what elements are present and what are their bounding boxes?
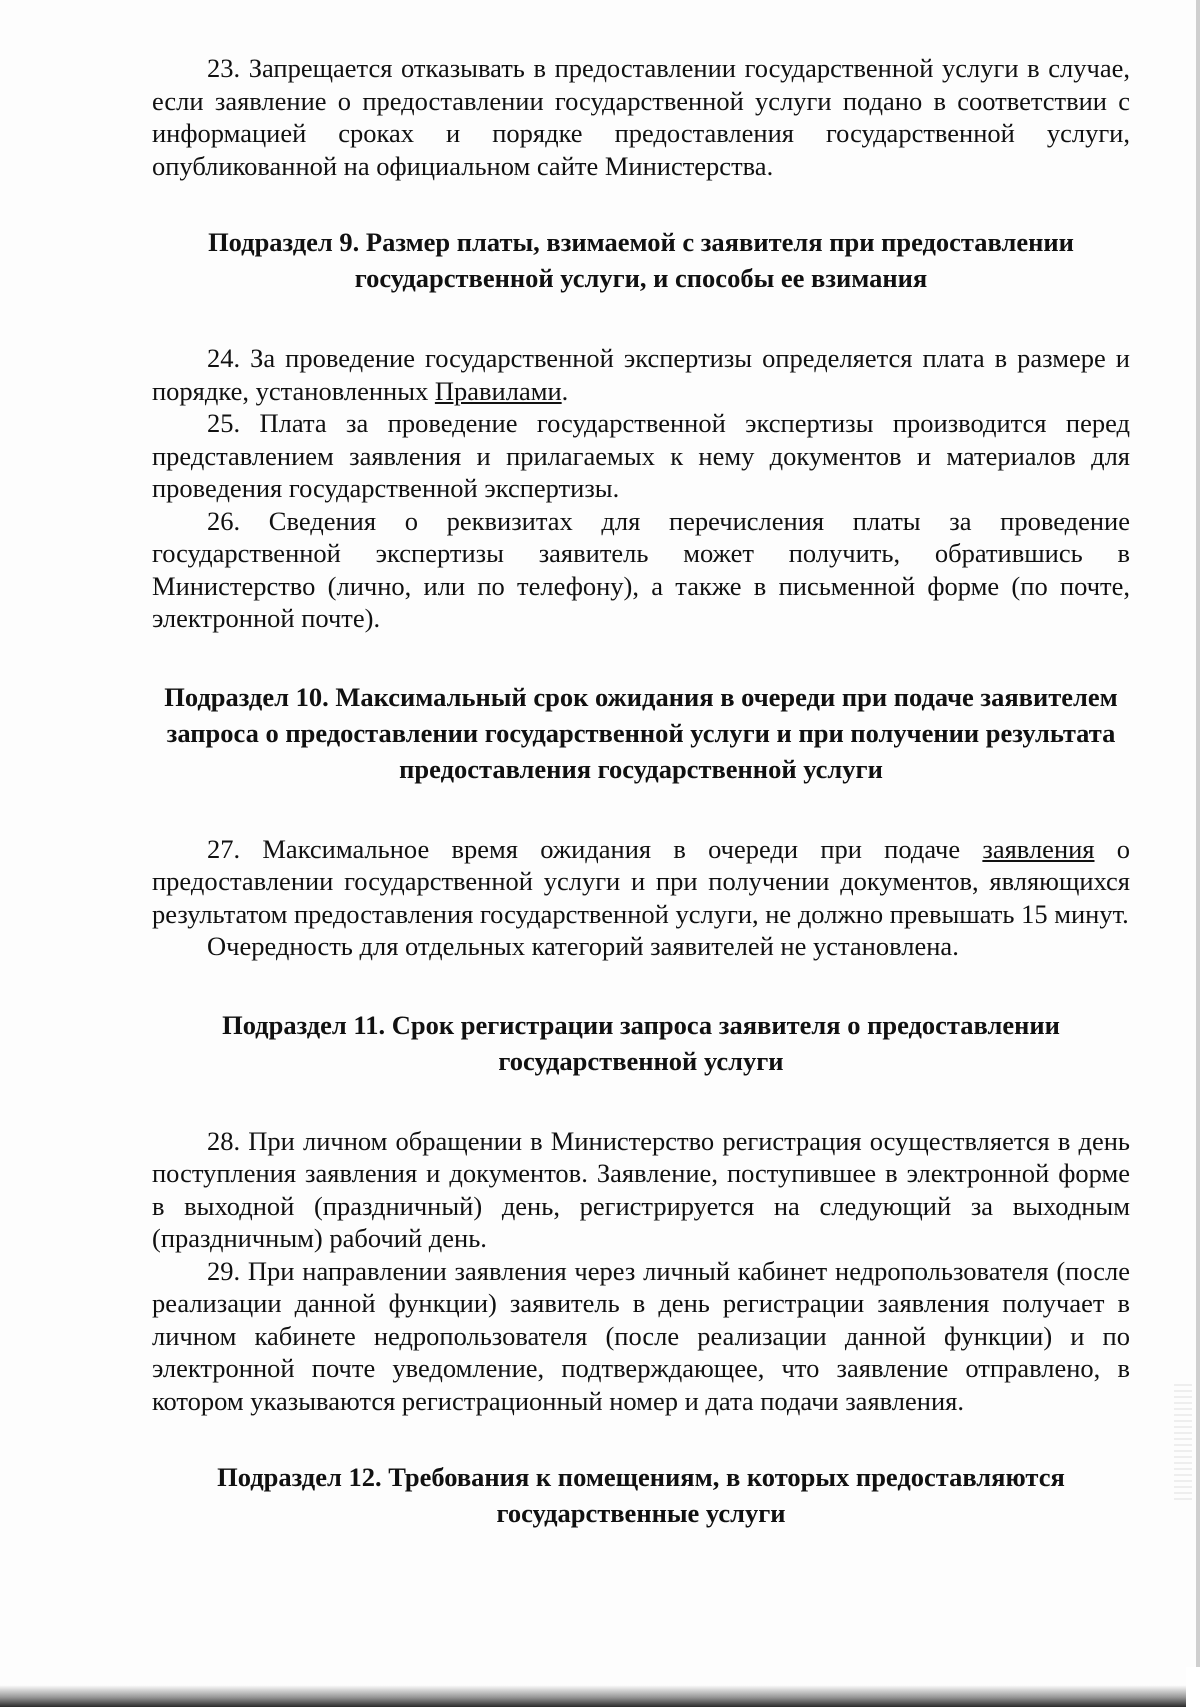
paragraph-26: 26. Сведения о реквизитах для перечисления платы за проведение государственной экспертизы заявитель может получить, обратившись в Министерство (лично, или по телефону), а также в письменной форме (по почте, электронной почте). [152, 505, 1130, 633]
application-link[interactable]: заявления [982, 833, 1095, 864]
scan-corner [1186, 1667, 1200, 1707]
heading-subsection-12: Подраздел 12. Требования к помещениям, в которых предоставляются государственные услуги [217, 1462, 1065, 1528]
paragraph-24 [152, 342, 1130, 407]
paragraph-24-end: . [561, 375, 569, 406]
paragraph-23: 23. Запрещается отказывать в предоставлении государственной услуги в случае, если заявление о предоставлении государственной услуги подано в соответствии с информацией сроках и порядке предоставления государственной услуги, опубликованной на официальном сайте Министерства. [152, 53, 1130, 181]
document-body [152, 52, 1130, 1531]
paragraph-28: 28. При личном обращении в Министерство регистрация осуществляется в день поступления заявления и документов. Заявление, поступившее в электронной форме в выходной (праздничный) день, регистрируется на следующий за выходным (праздничным) рабочий день. [152, 1125, 1130, 1253]
paragraph-24-text: 24. За проведение государственной экспертизы определяется плата в размере и порядке, установленных [152, 343, 1130, 406]
scan-noise [1174, 1380, 1192, 1500]
heading-subsection-9: Подраздел 9. Размер платы, взимаемой с заявителя при предоставлении государственной услуги, и способы ее взимания [208, 227, 1074, 293]
scan-right-edge [1196, 0, 1200, 1707]
paragraph-queue: Очередность для отдельных категорий заявителей не установлена. [207, 931, 959, 961]
paragraph-27-rest: о предоставлении государственной услуги и при получении документов, являющихся результатом предоставления государственной услуги, не должно превышать 15 минут. [152, 833, 1130, 929]
heading-subsection-11: Подраздел 11. Срок регистрации запроса заявителя о предоставлении государственной услуги [222, 1009, 1060, 1076]
paragraph-25: 25. Плата за проведение государственной экспертизы производится перед представлением заявления и прилагаемых к нему документов и материалов для проведения государственной экспертизы. [152, 408, 1130, 503]
heading-subsection-10: Подраздел 10. Максимальный срок ожидания в очереди при подаче заявителем запроса о предоставлении государственной услуги и при получении результата предоставления государственной услуги [164, 681, 1118, 784]
paragraph-27-text: 27. Максимальное время ожидания в очереди при подаче [207, 833, 983, 864]
paragraph-27 [152, 833, 1130, 931]
paragraph-29: 29. При направлении заявления через личный кабинет недропользователя (после реализации данной функции) заявитель в день регистрации заявления получает в личном кабинете недропользователя (после реализации данной функции) и по электронной почте уведомление, подтверждающее, что заявление отправлено, в котором указываются регистрационный номер и дата подачи заявления. [152, 1255, 1130, 1416]
rules-link[interactable]: Правилами [434, 375, 562, 406]
scan-bottom-shadow [0, 1685, 1200, 1707]
